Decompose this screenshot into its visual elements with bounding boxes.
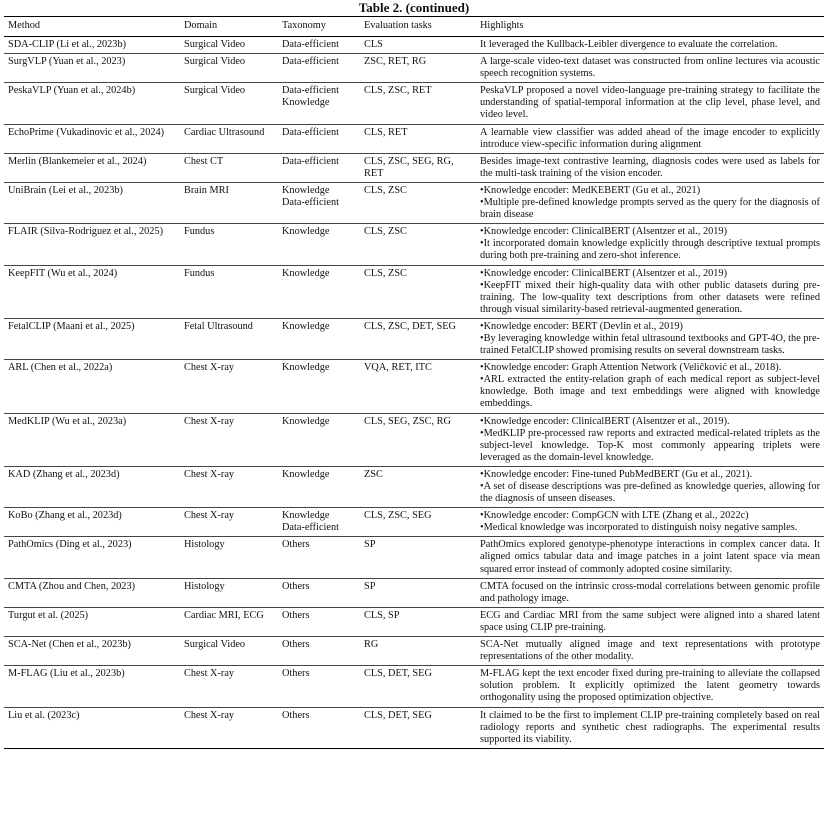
highlight-text: A learnable view classifier was added ahead of the image encoder to explicitly introduce view-specific information during alignment xyxy=(480,126,820,150)
taxonomy-label: Data-efficient xyxy=(282,85,339,97)
highlight-bullet: • Knowledge encoder: Fine-tuned PubMedBERT (Gu et al., 2021). xyxy=(480,469,820,481)
highlights-cell xyxy=(476,124,824,153)
method-cell: CMTA (Zhou and Chen, 2023) xyxy=(4,578,180,607)
highlight-text: PathOmics explored genotype-phenotype interactions in complex cancer data. It aligned omics tabular data and image patches in a joint latent space via mean squared error instead of commonly adopted cosine similarity. xyxy=(480,539,820,575)
highlights-cell xyxy=(476,707,824,748)
taxonomy-cell xyxy=(278,666,360,707)
table-row xyxy=(4,83,824,124)
highlight-bullet: • Knowledge encoder: MedKEBERT (Gu et al., 2021) xyxy=(480,185,820,197)
highlight-bullet: • Knowledge encoder: BERT (Devlin et al., 2019) xyxy=(480,321,820,333)
evaluation-tasks-cell: CLS, SEG, ZSC, RG xyxy=(360,413,476,466)
table-row xyxy=(4,637,824,666)
table-body xyxy=(4,37,824,749)
domain-cell: Brain MRI xyxy=(180,182,278,223)
table-row xyxy=(4,360,824,413)
highlights-cell xyxy=(476,83,824,124)
evaluation-tasks-cell: CLS, ZSC xyxy=(360,224,476,265)
table-row xyxy=(4,54,824,83)
taxonomy-label: Knowledge xyxy=(282,97,330,109)
highlights-cell xyxy=(476,578,824,607)
taxonomy-label: Others xyxy=(282,580,310,592)
domain-cell: Fundus xyxy=(180,265,278,318)
evaluation-tasks-cell: CLS xyxy=(360,37,476,54)
highlights-cell xyxy=(476,318,824,359)
domain-cell: Surgical Video xyxy=(180,637,278,666)
taxonomy-label: Others xyxy=(282,639,310,651)
table-caption: Table 2. (continued) xyxy=(358,0,470,15)
taxonomy-cell xyxy=(278,54,360,83)
method-cell: Turgut et al. (2025) xyxy=(4,607,180,636)
highlight-bullet: • Multiple pre-defined knowledge prompts served as the query for the diagnosis of brain disease xyxy=(480,197,820,221)
evaluation-tasks-cell: ZSC xyxy=(360,466,476,507)
taxonomy-label: Data-efficient xyxy=(282,197,339,209)
taxonomy-cell xyxy=(278,707,360,748)
table-row xyxy=(4,707,824,748)
taxonomy-label: Others xyxy=(282,539,310,551)
evaluation-tasks-cell: SP xyxy=(360,537,476,578)
highlights-cell xyxy=(476,413,824,466)
highlight-text: It leveraged the Kullback-Leibler divergence to evaluate the correlation. xyxy=(480,39,778,50)
taxonomy-cell xyxy=(278,637,360,666)
method-cell: MedKLIP (Wu et al., 2023a) xyxy=(4,413,180,466)
taxonomy-label: Knowledge xyxy=(282,415,330,427)
domain-cell: Histology xyxy=(180,578,278,607)
method-cell: ARL (Chen et al., 2022a) xyxy=(4,360,180,413)
highlights-cell xyxy=(476,637,824,666)
table-row xyxy=(4,466,824,507)
methods-table xyxy=(4,16,824,749)
taxonomy-label: Knowledge xyxy=(282,510,330,522)
method-cell: UniBrain (Lei et al., 2023b) xyxy=(4,182,180,223)
taxonomy-cell xyxy=(278,37,360,54)
highlight-bullet: • Knowledge encoder: ClinicalBERT (Alsentzer et al., 2019). xyxy=(480,416,820,428)
highlight-text: Besides image-text contrastive learning, diagnosis codes were used as labels for the multi-task training of the vision encoder. xyxy=(480,155,820,179)
method-cell: PeskaVLP (Yuan et al., 2024b) xyxy=(4,83,180,124)
evaluation-tasks-cell: CLS, ZSC xyxy=(360,182,476,223)
table-row xyxy=(4,153,824,182)
evaluation-tasks-cell: CLS, ZSC, RET xyxy=(360,83,476,124)
taxonomy-label: Knowledge xyxy=(282,320,330,332)
table-row xyxy=(4,413,824,466)
taxonomy-label: Others xyxy=(282,709,310,721)
taxonomy-cell xyxy=(278,153,360,182)
highlights-cell xyxy=(476,537,824,578)
highlights-cell xyxy=(476,508,824,537)
table-header-row xyxy=(4,17,824,37)
header-highlights: Highlights xyxy=(476,17,824,37)
header-domain: Domain xyxy=(180,17,278,37)
domain-cell: Surgical Video xyxy=(180,37,278,54)
header-evaluation-tasks: Evaluation tasks xyxy=(360,17,476,37)
highlight-text: It claimed to be the first to implement CLIP pre-training completely based on real radiology reports and synthetic chest radiographs. The experimental results supported its viability. xyxy=(480,709,820,745)
evaluation-tasks-cell: CLS, ZSC, SEG xyxy=(360,508,476,537)
highlights-cell xyxy=(476,37,824,54)
taxonomy-label: Data-efficient xyxy=(282,155,339,167)
taxonomy-cell xyxy=(278,182,360,223)
highlight-text: SCA-Net mutually aligned image and text representations with prototype representations of the other modality. xyxy=(480,639,820,663)
method-cell: M-FLAG (Liu et al., 2023b) xyxy=(4,666,180,707)
taxonomy-cell xyxy=(278,224,360,265)
taxonomy-cell xyxy=(278,537,360,578)
method-cell: PathOmics (Ding et al., 2023) xyxy=(4,537,180,578)
domain-cell: Chest X-ray xyxy=(180,466,278,507)
highlights-cell xyxy=(476,224,824,265)
domain-cell: Surgical Video xyxy=(180,83,278,124)
highlight-bullet: • ARL extracted the entity-relation graph of each medical report as subject-level knowledge. Both image and text embeddings were aligned with knowledge embeddings. xyxy=(480,374,820,410)
taxonomy-label: Knowledge xyxy=(282,267,330,279)
table-row xyxy=(4,37,824,54)
highlights-cell xyxy=(476,182,824,223)
domain-cell: Surgical Video xyxy=(180,54,278,83)
taxonomy-label: Others xyxy=(282,668,310,680)
header-taxonomy: Taxonomy xyxy=(278,17,360,37)
evaluation-tasks-cell: VQA, RET, ITC xyxy=(360,360,476,413)
evaluation-tasks-cell: CLS, ZSC, SEG, RG, RET xyxy=(360,153,476,182)
highlight-bullet: • By leveraging knowledge within fetal ultrasound textbooks and GPT-4O, the pre-trained FetalCLIP showed promising results on several downstream tasks. xyxy=(480,333,820,357)
table-row xyxy=(4,265,824,318)
taxonomy-cell xyxy=(278,360,360,413)
taxonomy-cell xyxy=(278,607,360,636)
domain-cell: Chest CT xyxy=(180,153,278,182)
table-row xyxy=(4,182,824,223)
highlights-cell xyxy=(476,466,824,507)
highlight-text: CMTA focused on the intrinsic cross-modal correlations between genomic profile and pathology image. xyxy=(480,580,820,604)
evaluation-tasks-cell: CLS, ZSC, DET, SEG xyxy=(360,318,476,359)
domain-cell: Chest X-ray xyxy=(180,666,278,707)
taxonomy-cell xyxy=(278,508,360,537)
highlight-bullet: • A set of disease descriptions was pre-defined as knowledge queries, allowing for the diagnosis of unseen diseases. xyxy=(480,481,820,505)
domain-cell: Chest X-ray xyxy=(180,707,278,748)
highlight-bullet: • MedKLIP pre-processed raw reports and extracted medical-related triplets as the subject-level knowledge. Top-K most commonly appearing triplets were leveraged as the domain-level knowledge. xyxy=(480,428,820,464)
table-row xyxy=(4,537,824,578)
taxonomy-cell xyxy=(278,413,360,466)
table-row xyxy=(4,508,824,537)
domain-cell: Cardiac MRI, ECG xyxy=(180,607,278,636)
taxonomy-cell xyxy=(278,83,360,124)
highlight-text: PeskaVLP proposed a novel video-language pre-training strategy to facilitate the understanding of spatial-temporal information at the clip level, phase level, and video level. xyxy=(480,85,820,121)
table-row xyxy=(4,224,824,265)
taxonomy-label: Data-efficient xyxy=(282,126,339,138)
taxonomy-cell xyxy=(278,578,360,607)
highlights-cell xyxy=(476,666,824,707)
method-cell: FLAIR (Silva-Rodriguez et al., 2025) xyxy=(4,224,180,265)
evaluation-tasks-cell: CLS, RET xyxy=(360,124,476,153)
highlights-cell xyxy=(476,360,824,413)
highlights-cell xyxy=(476,607,824,636)
highlight-bullet: • Knowledge encoder: ClinicalBERT (Alsentzer et al., 2019) xyxy=(480,268,820,280)
domain-cell: Chest X-ray xyxy=(180,360,278,413)
taxonomy-label: Data-efficient xyxy=(282,522,339,534)
taxonomy-cell xyxy=(278,318,360,359)
method-cell: FetalCLIP (Maani et al., 2025) xyxy=(4,318,180,359)
domain-cell: Cardiac Ultrasound xyxy=(180,124,278,153)
highlight-text: ECG and Cardiac MRI from the same subject were aligned into a shared latent space using CLIP pre-training. xyxy=(480,609,820,633)
evaluation-tasks-cell: CLS, DET, SEG xyxy=(360,666,476,707)
method-cell: SurgVLP (Yuan et al., 2023) xyxy=(4,54,180,83)
table-row xyxy=(4,607,824,636)
highlight-bullet: • Knowledge encoder: ClinicalBERT (Alsentzer et al., 2019) xyxy=(480,226,820,238)
highlights-cell xyxy=(476,54,824,83)
domain-cell: Fetal Ultrasound xyxy=(180,318,278,359)
highlight-bullet: • Knowledge encoder: Graph Attention Network (Veličković et al., 2018). xyxy=(480,362,820,374)
taxonomy-label: Data-efficient xyxy=(282,39,339,50)
highlight-bullet: • Knowledge encoder: CompGCN with LTE (Zhang et al., 2022c) xyxy=(480,510,820,522)
evaluation-tasks-cell: ZSC, RET, RG xyxy=(360,54,476,83)
method-cell: Merlin (Blankemeier et al., 2024) xyxy=(4,153,180,182)
header-method: Method xyxy=(4,17,180,37)
highlights-cell xyxy=(476,265,824,318)
highlight-text: M-FLAG kept the text encoder fixed during pre-training to alleviate the collapsed solution problem. It explicitly optimized the latent geometry towards orthogonality using the proposed optimization objective. xyxy=(480,668,820,704)
table-row xyxy=(4,666,824,707)
method-cell: EchoPrime (Vukadinovic et al., 2024) xyxy=(4,124,180,153)
method-cell: SDA-CLIP (Li et al., 2023b) xyxy=(4,37,180,54)
table-row xyxy=(4,578,824,607)
taxonomy-label: Knowledge xyxy=(282,226,330,238)
method-cell: Liu et al. (2023c) xyxy=(4,707,180,748)
domain-cell: Fundus xyxy=(180,224,278,265)
taxonomy-cell xyxy=(278,124,360,153)
evaluation-tasks-cell: RG xyxy=(360,637,476,666)
method-cell: SCA-Net (Chen et al., 2023b) xyxy=(4,637,180,666)
taxonomy-cell xyxy=(278,265,360,318)
evaluation-tasks-cell: SP xyxy=(360,578,476,607)
method-cell: KoBo (Zhang et al., 2023d) xyxy=(4,508,180,537)
taxonomy-label: Knowledge xyxy=(282,362,330,374)
taxonomy-label: Knowledge xyxy=(282,184,330,196)
method-cell: KAD (Zhang et al., 2023d) xyxy=(4,466,180,507)
highlight-bullet: • It incorporated domain knowledge explicitly through descriptive textual prompts during both pre-training and zero-shot inference. xyxy=(480,238,820,262)
highlight-bullet: • Medical knowledge was incorporated to distinguish noisy negative samples. xyxy=(480,522,820,534)
taxonomy-label: Data-efficient xyxy=(282,56,339,68)
domain-cell: Chest X-ray xyxy=(180,508,278,537)
taxonomy-label: Others xyxy=(282,609,310,621)
highlight-bullet: • KeepFIT mixed their high-quality data with other public datasets during pre-training. The low-quality text descriptions from other datasets were refined through visual similarity-based retrieval-augmented generation. xyxy=(480,280,820,316)
evaluation-tasks-cell: CLS, SP xyxy=(360,607,476,636)
taxonomy-label: Knowledge xyxy=(282,468,330,480)
table-row xyxy=(4,124,824,153)
domain-cell: Histology xyxy=(180,537,278,578)
evaluation-tasks-cell: CLS, DET, SEG xyxy=(360,707,476,748)
method-cell: KeepFIT (Wu et al., 2024) xyxy=(4,265,180,318)
evaluation-tasks-cell: CLS, ZSC xyxy=(360,265,476,318)
taxonomy-cell xyxy=(278,466,360,507)
highlights-cell xyxy=(476,153,824,182)
table-row xyxy=(4,318,824,359)
domain-cell: Chest X-ray xyxy=(180,413,278,466)
highlight-text: A large-scale video-text dataset was constructed from online lectures via acoustic speech recognition systems. xyxy=(480,56,820,80)
